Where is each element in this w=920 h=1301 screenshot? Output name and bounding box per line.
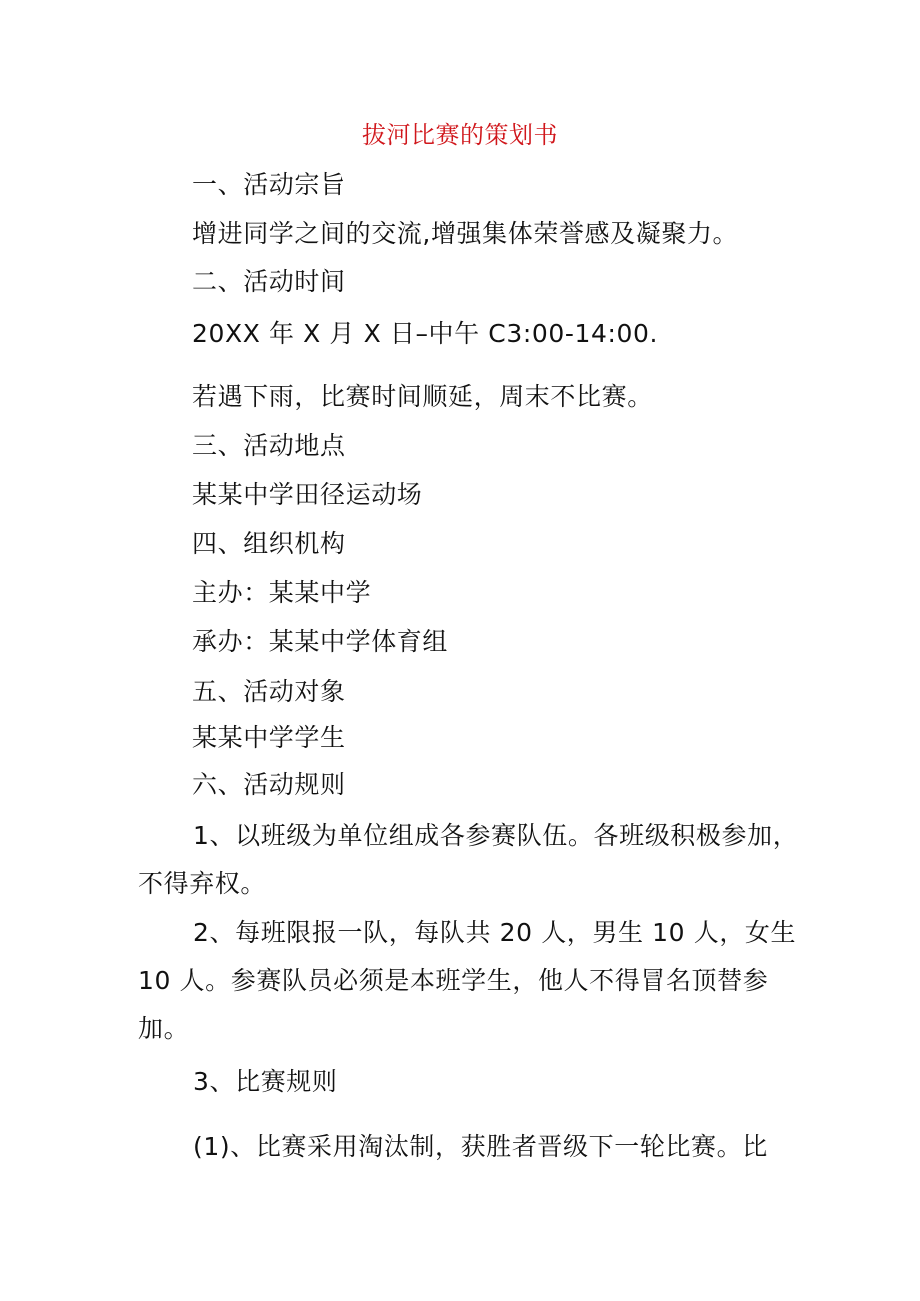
rule-1-line-2: 不得弃权。	[138, 869, 267, 898]
paragraph-host: 主办：某某中学	[192, 578, 372, 607]
section-heading-participants: 五、活动对象	[192, 677, 346, 706]
section-heading-rules: 六、活动规则	[192, 770, 346, 799]
paragraph-venue: 某某中学田径运动场	[192, 480, 423, 509]
rule-2-line-3: 加。	[138, 1014, 190, 1043]
section-heading-purpose: 一、活动宗旨	[192, 170, 346, 199]
rule-2-line-1: 2、每班限报一队，每队共 20 人，男生 10 人，女生	[193, 918, 797, 947]
document-title: 拔河比赛的策划书	[362, 121, 558, 149]
paragraph-organizer: 承办：某某中学体育组	[192, 627, 449, 656]
rule-2-line-2: 10 人。参赛队员必须是本班学生，他人不得冒名顶替参	[138, 966, 769, 995]
paragraph-participants: 某某中学学生	[192, 723, 346, 752]
rule-1-line-1: 1、以班级为单位组成各参赛队伍。各班级积极参加，	[193, 821, 799, 850]
section-heading-time: 二、活动时间	[192, 267, 346, 296]
rule-3-1-line-1: (1)、比赛采用淘汰制，获胜者晋级下一轮比赛。比	[193, 1132, 768, 1161]
paragraph-purpose: 增进同学之间的交流,增强集体荣誉感及凝聚力。	[192, 219, 739, 248]
paragraph-rain-note: 若遇下雨，比赛时间顺延，周末不比赛。	[192, 382, 653, 411]
section-heading-venue: 三、活动地点	[192, 431, 346, 460]
section-heading-organization: 四、组织机构	[192, 529, 346, 558]
rule-3-heading: 3、比赛规则	[193, 1067, 338, 1096]
paragraph-time: 20XX 年 X 月 X 日–中午 C3:00-14:00.	[192, 319, 659, 348]
